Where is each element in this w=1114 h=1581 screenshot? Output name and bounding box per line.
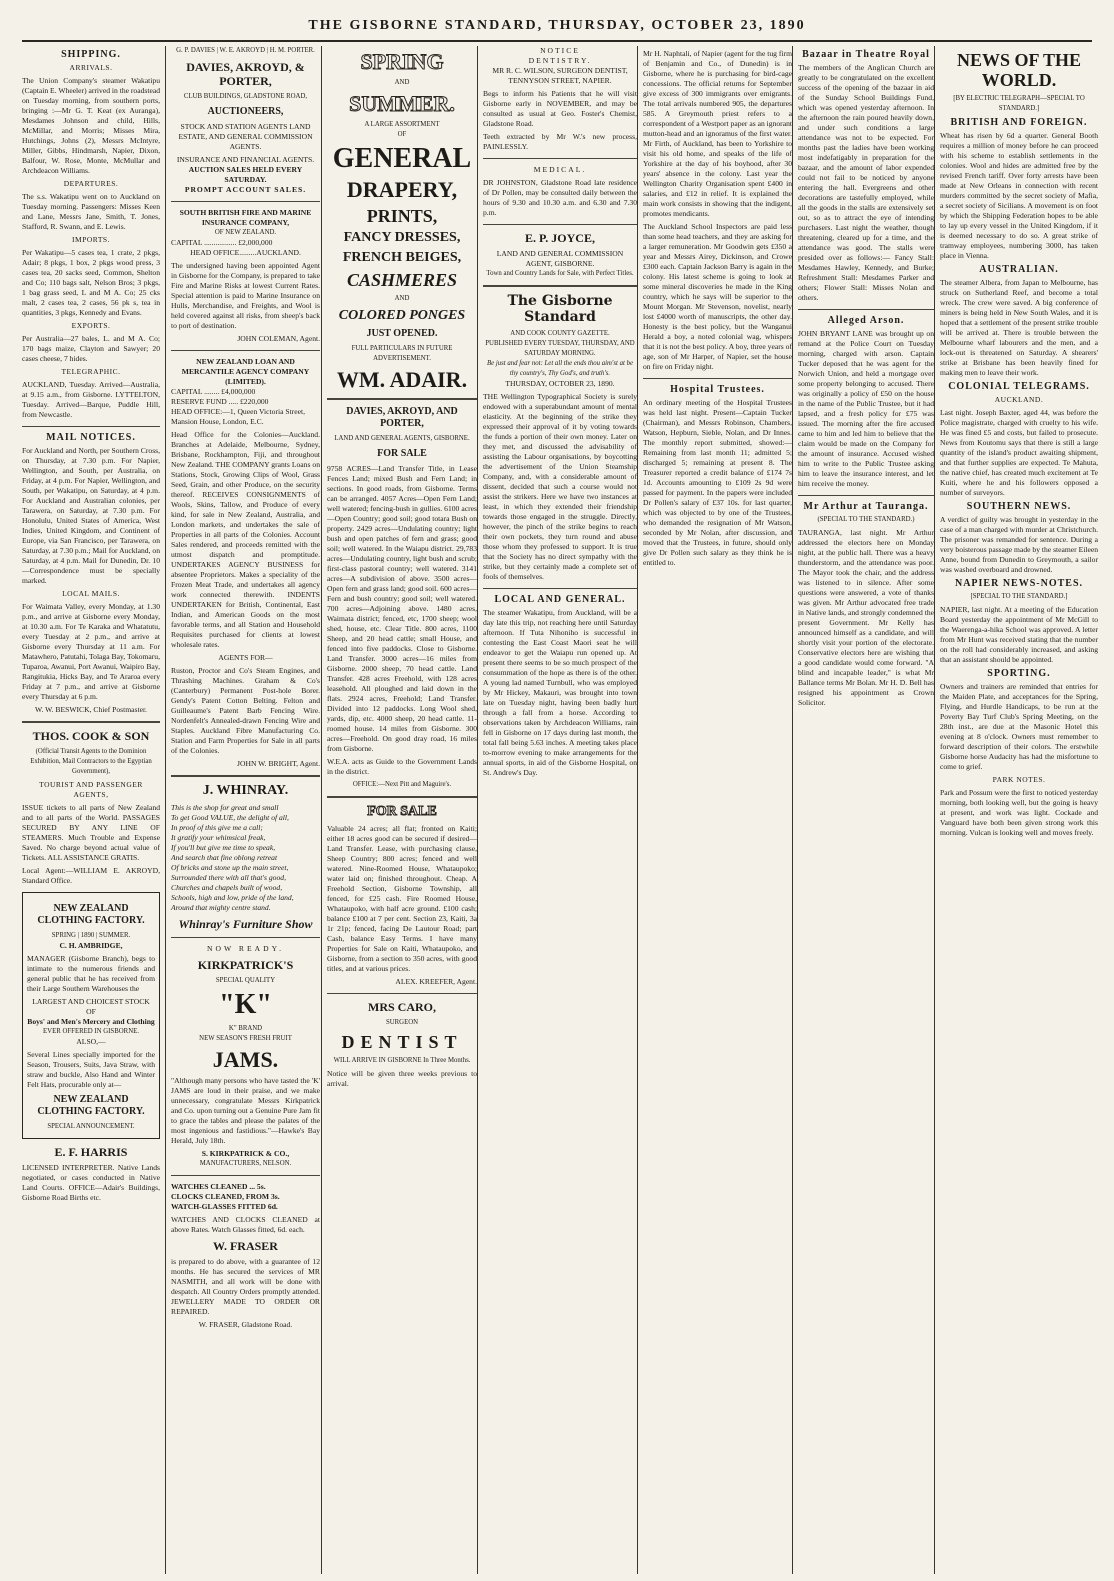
telegraph-note: [BY ELECTRIC TELEGRAPH—SPECIAL TO STANDARD.]	[953, 95, 1085, 112]
issue-date: THURSDAY, OCTOBER 23, 1890.	[505, 379, 615, 388]
general-heading: GENERAL	[332, 143, 472, 174]
postmaster: W. W. BESWICK, Chief Postmaster.	[35, 705, 147, 714]
poem-line: If you'll but give me time to speak,	[171, 843, 276, 852]
poem-line: Churches and chapels built of wood,	[171, 883, 283, 892]
colored-ponges: COLORED PONGES	[338, 308, 466, 323]
and: AND	[394, 79, 410, 86]
divider	[171, 201, 320, 202]
column-world-news	[934, 46, 1103, 1574]
agents-text: Ruston, Proctor and Co's Steam Engines, and Thrashing Machines. Graham & Co's (Canterbury) Permanent Post-hole Borer. Gendy's Patent Cotton Belting. Felton and Guilleaume's Patent Barb Fencing Wire. Nordenfelt's Annealed-drawn Fencing Wire and Staples. Auckland Fibre Manufacturing Co. Station and Farm Properties for Sale in all parts of the Colonies.	[171, 666, 320, 755]
arson-heading: Alleged Arson.	[827, 315, 905, 326]
office: OFFICE:—Next Pitt and Maguire's.	[352, 781, 452, 788]
auckland-heading: AUCKLAND.	[994, 395, 1044, 404]
southern-text: A verdict of guilty was brought in yesterday in the case of a man charged with murder at Christchurch. The prisoner was remanded for sentence. During a very boisterous passage made by the steamer Eileen Anne, bound from Dunedin to Greymouth, a sailor was washed overboard and drowned.	[940, 515, 1098, 574]
watches-cleaned: WATCHES CLEANED ... 5s.	[171, 1182, 266, 1191]
napier-news-heading: NAPIER NEWS-NOTES.	[954, 578, 1084, 589]
leader: THE Wellington Typographical Society is surely endowed with a superabundant amount of mental elasticity. At the beginning of the strike they expressed their approval of it by voting towards the funds a portion of their own money. Later on they met, and discussed the advisability of assisting the Labour organisations, by boycotting the advertisement of the Union Steamship Company, and, with a considerable amount of dissent, decided that such a course would not assist the strikers. Here we have two instances at least, in which they extended their friendship towards those engaged in the struggle. Directly, however, the pinch of the strike begins to reach their own pockets, they turn round and abuse those whom they professed to support. It is true that the Society has no direct sympathy with the strike, but they certainly made a complete set of fools of themselves.	[483, 392, 637, 581]
poem-line: This is the shop for great and small	[171, 803, 279, 812]
wea-note: W.E.A. acts as Guide to the Government Lands in the district.	[327, 757, 477, 776]
divider	[798, 495, 934, 496]
imports-text: Per Wakatipu—5 cases tea, 1 crate, 2 pkgs, Adair; 8 pkgs, 1 box, 2 pkgs wood press, 3 cases tea, 20 sacks seed, Common, Shelton and Co; 110 bags salt, Nelson Bros; 3 pkgs, 1 bag grass seed, L and M A. Co; 25 cks malt, 2 cases tea, 2 cases, 56 pk s, tea in quantities, 3 pkgs, Kennedy and Evans.	[22, 248, 160, 317]
british-text: Wheat has risen by 6d a quarter. General Booth requires a million of money before he can proceed with his scheme to establish settlements in the colonies. Wool and hides are admitted free by the revised French tariff. Over forty arrests have been made at New Orleans in connection with recent murders committed by the secret society of Mafia, a secret society of Sicilians. A movement is on foot by which the Shipping Federation hopes to be able to lay up every vessel in the United Kingdom, if it is deemed necessary to do so. A great strike of tramway employees, numbering 3000, has taken place in Vienna.	[940, 131, 1098, 260]
clocks-cleaned: CLOCKS CLEANED, FROM 3s.	[171, 1192, 280, 1201]
k-brand-logo: "K"	[219, 989, 272, 1020]
sporting-text: Owners and trainers are reminded that entries for the Maiden Plate, and acceptances for the Spring, Flying, and Hurdle Handicaps, to be run at the Poverty Bay Turf Club's Spring Meeting, on the 28th inst., are due at the Masonic Hotel this evening at 8 o'clock. Owners must remember to forward description of their colors. The erstwhile Gisborne horse Audacity has had the misfortune to come to grief.	[940, 682, 1098, 771]
adair: WM. ADAIR.	[336, 367, 468, 392]
tourist-text: ISSUE tickets to all parts of New Zealand and to all parts of the World. PASSAGES SECURED BY ANY LINE OF STEAMERS. Much Trouble and Expense Saved. No charge beyond actual value of Tickets. ALL ASSISTANCE GRATIS.	[22, 803, 160, 862]
johnston: DR JOHNSTON, Gladstone Road late residence of Dr Pollen, may be consulted daily between the hours of 9.30 and 10.30 a.m. and 6.30 and 7.30 p.m.	[483, 178, 637, 217]
poem-line: Schools, high and low, pride of the land,	[171, 893, 294, 902]
caro: MRS CARO,	[368, 1000, 436, 1014]
caro-notice: Notice will be given three weeks previous to arrival.	[327, 1069, 477, 1088]
fraser-address: W. FRASER, Gladstone Road.	[198, 1320, 293, 1329]
particulars: FULL PARTICULARS IN FUTURE ADVERTISEMENT.	[351, 345, 453, 362]
nz-clothing-heading: NEW ZEALAND CLOTHING FACTORY.	[37, 903, 145, 926]
imports-heading: IMPORTS.	[72, 235, 110, 244]
napier-special: [SPECIAL TO THE STANDARD.]	[970, 593, 1068, 600]
notice: NOTICE	[540, 46, 580, 55]
masthead: THE GISBORNE STANDARD, THURSDAY, OCTOBER 23, 1890	[308, 18, 806, 33]
auckland-school: The Auckland School Inspectors are paid less than some head teachers, and they are asking for a larger remuneration. Mr Goodwin gets £350 a year and Messrs Airey, Dickinson, and Crowe £300 each. Captain Jackson Barry is again in the colony. His latest scheme is going to look at some mineral discoveries he made in the King country, which he says will be superior to the Mount Morgan. Mr Stevenson, novelist, nearly lost £4000 worth of manuscripts, the other day. Honesty is the best policy, but the Wanganui Herald a boy, a noted colonial wag, whispers that it is not the best policy. A boy, three years of age, son of Mr Harper, of Napier, set the house on fire on Friday night.	[643, 222, 792, 371]
local-mails-heading: LOCAL MAILS.	[62, 589, 120, 598]
cook-text: (Official Transit Agents to the Dominion Exhibition, Mail Contractors to the Egyptian Government),	[30, 748, 152, 775]
sbf-text: The undersigned having been appointed Agent in Gisborne for the Company, is prepared to take Fire and Marine Risks at lowest Current Rates. Special attention is paid to Marine Insurance on Hulls, Merchandise, and Freights, and Wool is held covered against all risks, from sheep's back to port of destination.	[171, 261, 320, 330]
divider	[643, 378, 792, 379]
wilson: MR R. C. WILSON, SURGEON DENTIST, TENNYSON STREET, NAPIER.	[492, 66, 628, 85]
divider	[327, 993, 477, 994]
sbf-head-office: HEAD OFFICE.........AUCKLAND.	[190, 248, 301, 257]
column-drapery	[321, 46, 482, 1574]
land-agents: LAND AND GENERAL AGENTS, GISBORNE.	[334, 435, 470, 442]
k-brand: K" BRAND	[228, 1025, 263, 1032]
kirkpatrick: KIRKPATRICK'S	[197, 958, 294, 972]
glasses-fitted: WATCH-GLASSES FITTED 6d.	[171, 1202, 278, 1211]
ambridge-text: MANAGER (Gisborne Branch), begs to intimate to the numerous friends and general public that he has received from their Large Southern Warehouses the	[27, 954, 155, 993]
poem-line: Around that mighty centre stand.	[171, 903, 271, 912]
mail-text: For Auckland and North, per Southern Cross, on Thursday, at 7.30 p.m. For Napier, Wellington, and South, per Australia, on Friday, at 4 p.m. For Napier, Wellington, and South, per Wakatipu, on Saturday, at 4 p.m. For Auckland and Australian colonies, per Tarawera, on Saturday, at 7.30 p.m. For Honolulu, United States of America, West Indies, United Kingdom, and Continent of Europe, via San Francisco, per Tarawera, on Saturday, at 7.30 p.m.; Mail for Auckland, on Saturday, at 4 p.m. Mail for Dunedin, Dr. 10—Correspondence must be specially marked.	[22, 446, 160, 585]
and-2: AND	[394, 295, 410, 302]
bazaar-heading: Bazaar in Theatre Royal	[802, 49, 930, 60]
exports-heading: EXPORTS.	[71, 321, 111, 330]
mail-heading: MAIL NOTICES.	[46, 432, 136, 443]
cook-heading: THOS. COOK & SON	[32, 729, 150, 743]
auctioneers: AUCTIONEERS,	[207, 106, 284, 117]
firm-address: CLUB BUILDINGS, GLADSTONE ROAD,	[183, 93, 308, 100]
of: OF	[397, 131, 407, 138]
medical: MEDICAL.	[533, 165, 587, 174]
now-ready: NOW READY.	[207, 944, 284, 953]
dentistry: DENTISTRY.	[528, 56, 592, 65]
joyce: E. P. JOYCE,	[525, 231, 595, 245]
arrivals-heading: ARRIVALS.	[69, 63, 113, 72]
arson-text: JOHN BRYANT LANE was brought up on remand at the Police Court on Tuesday morning, charged with arson. Captain Tucker deposed that he was agent for the Norwich Union, and held a mortgage over some property belonging to accused. There was originally a policy of £50 on the house in the name of the Public Trustee, but it had lapsed, and a fresh policy for £75 was issued. The morning after the fire accused came to him and led him to believe that the claim would be made on the Company for the amount of insurance. Accused wished him to write to the Public Trustee asking him to leave the insurance interest, and let him receive the money.	[798, 329, 934, 488]
side-label: SPECIAL ANNOUNCEMENT.	[47, 1123, 135, 1130]
published: PUBLISHED EVERY TUESDAY, THURSDAY, AND SATURDAY MORNING.	[485, 340, 635, 357]
nzlm-capital: CAPITAL ........ £4,000,000	[171, 387, 256, 396]
insurance-agents: INSURANCE AND FINANCIAL AGENTS.	[176, 155, 315, 164]
divider	[483, 158, 637, 159]
auckland-text: Last night. Joseph Baxter, aged 44, was before the Police magistrate, charged with cruelty to his wife. He was fined £5 and costs, but failed to prosecute. News from Koutomu says that there is still a large quantity of the island's product awaiting shipment, and that further supplies are expected. Te Mahuta, the native chief, has created much excitement at Te Kuiti, where he and his followers opposed a number of surveyors.	[940, 408, 1098, 497]
arrivals-text: The Union Company's steamer Wakatipu (Captain E. Wheeler) arrived in the roadstead on Tuesday morning, from southern ports, bringing :—Mr G. T. Keat (ex Auranga), Mesdames Johnson and child, Hills, McMillar, and Morris; Misses Mira, Hutchings, Johns (2), Messrs McIntyre, Miller, Gibbs, Hindmarsh, Napier, Dixon, Balfour, W. Rose, Monte, McMullar and Archdeacon Williams.	[22, 76, 160, 175]
divider	[483, 588, 637, 589]
sale2-text: Valuable 24 acres; all flat; fronted on Kaiti; either 18 acres good can be secured if desired—Land Transfer. Lease, with purchasing clause, Sheep Country; 800 acres; fenced and well watered. Nine-Roomed House, Whataupoko; water laid on; finished throughout. Cheap. A Freehold Section, Gisborne Township, all fenced, for £25 cash. Fire Roomed House, Whataupoko, with half acre ground. £100 cash; balance £100 at 7 per cent. Section 23, Kaiti, 3a 1r 21p; fenced, facing De Lautour Road; part Cash, balance Easy Terms. I have many Properties for Sale on Kaiti, Whataupoko, and Gisborne, from a section to 350 acres, with good titles, and at various prices.	[327, 824, 477, 973]
nz-clothing-footer: NEW ZEALAND CLOTHING FACTORY.	[37, 1094, 145, 1117]
spring-summer: SPRING | 1890 | SUMMER.	[51, 932, 131, 939]
nzlm-head-office: HEAD OFFICE:—1, Queen Victoria Street, Mansion House, London, E.C.	[171, 407, 305, 426]
arthur-text: TAURANGA, last night. Mr Arthur addressed the electors here on Monday night, at the public hall. There was a heavy thunderstorm, and the attendance was poor. The Mayor took the chair, and the address was listened to in silence. After some questions were answered, a vote of thanks was given. Mr Arthur advocated free trade in Native lands, and strongly condemned the present Government. Mr Kelly has announced himself as a candidate, and will shortly visit your portion of the electorate. Conservative electors here are wishing that a good candidate would come forward. "A blind and incapable leader," is what Mr Ballance terms Mr Bolan. Mr H. D. Bell has resigned his appointment as Crown Solicitor.	[798, 528, 934, 707]
southern-heading: SOUTHERN NEWS.	[966, 501, 1072, 512]
arthur-special: (SPECIAL TO THE STANDARD.)	[817, 516, 915, 523]
arrive: WILL ARRIVE IN GISBORNE In Three Months.	[333, 1057, 471, 1064]
kreeper: ALEX. KREEFER, Agent.	[395, 977, 477, 986]
jams: JAMS.	[212, 1047, 279, 1072]
poem-line: Of bricks and stone up the main street,	[171, 863, 289, 872]
divider	[483, 285, 637, 287]
sbf-capital: CAPITAL ................. £2,000,000	[171, 238, 273, 247]
local-general-heading: LOCAL AND GENERAL.	[494, 594, 626, 605]
largest: LARGEST AND CHOICEST STOCK OF	[32, 997, 150, 1016]
fresh-fruit: NEW SEASON'S FRESH FRUIT	[199, 1035, 292, 1042]
column-bazaar	[792, 46, 939, 1574]
divider	[171, 350, 320, 351]
cashmeres: CASHMERES	[346, 270, 458, 290]
ambridge: C. H. AMBRIDGE,	[59, 941, 123, 950]
telegraphic-heading: TELEGRAPHIC.	[61, 367, 121, 376]
tourist-heading: TOURIST AND PASSENGER AGENTS,	[39, 780, 143, 799]
for-sale-2: FOR SALE	[367, 804, 437, 819]
local-mails-text: For Waimata Valley, every Monday, at 1.30 p.m., and arrive at Gisborne every Monday, at 10.30 a.m. For Te Karaka and Whatatutu, every Tuesday at 2 p.m., and arrive at Gisborne every Thursday at 11 a.m. For Matawhero, Patutahi, Tolaga Bay, Tokomaru, Tuparoa, Awanui, Port Awanui, Waipiro Bay, Rangitukia, Hicks Bay, and Te Araroa every Friday at 7 p.m., and arrive at Gisborne every Thursday at 6 p.m.	[22, 602, 160, 701]
arthur-heading: Mr Arthur at Tauranga.	[803, 501, 929, 512]
british-heading: BRITISH AND FOREIGN.	[950, 117, 1088, 128]
dap-heading: DAVIES, AKROYD, AND PORTER,	[346, 406, 458, 429]
cook-county: AND COOK COUNTY GAZETTE.	[510, 330, 610, 337]
nzlm-text: Head Office for the Colonies—Auckland. Branches at Adelaide, Melbourne, Sydney, Brisbane, Rockhampton, Fiji, and throughout New Zealand. THE COMPANY grants Loans on Stations, Stock, Growing Clips of Wool, Grass Seed, Grain, and other Produce, on the security thereof. RECEIVES CONSIGNMENTS of Wools, Skins, Tallow, and Produce of every kind, for sale in New Zealand, Australia, and London markets, and undertakes the sale of Properties in all parts of the Colonies. Account Sales rendered, and proceeds remitted with the utmost dispatch and promptitude. UNDERTAKES AGENCY BUSINESS for absentee Proprietors. Makes a speciality of the Frozen Meat Trade, and undertakes all agency work connected therewith. INDENTS UNDERTAKEN for British, Continental, East Indian, and American Goods on the most favorable terms, and all Station and Household Requisites purchased for clients at lowest wholesale rates.	[171, 430, 320, 649]
jams-text: "Although many persons who have tasted the 'K' JAMS are loud in their praise, and we make unnecessary, congratulate Messrs Kirkpatrick and Co. upon turning out a Genuine Pure Jam fit to grace the tables and please the palates of the most ingenious and fastidious."—Hawke's Bay Herald, July 18th.	[171, 1076, 320, 1145]
exports-text: Per Australia—27 bales, L. and M A. Co; 170 bags maize, Clayton and Sawyer; 20 cases cheese, 7 hides.	[22, 334, 160, 363]
departures-text: The s.s. Wakatipu went on to Auckland on Tuesday morning. Passengers: Misses Keen and Lane, Messrs Jane, Smith, T. Jones, Stafford, R. Swann, and E. Lewis.	[22, 192, 160, 231]
ever-offered: EVER OFFERED IN GISBORNE.	[43, 1028, 139, 1035]
french-beiges: FRENCH BEIGES,	[342, 250, 462, 265]
cook-agent: Local Agent:—WILLIAM E. AKROYD, Standard Office.	[22, 866, 160, 885]
bazaar-text: The members of the Anglican Church are greatly to be congratulated on the excellent success of the opening of the bazaar in aid of the Sunday School Buildings Fund, which was opened yesterday afternoon. In the afternoon the rain poured heavily down, and under such conditions a large attendance was not to be expected. For months past the ladies have been working most indefatigably in preparation for the bazaar, and the amount of labor expended could not fail to be noticed by anyone entering the hall. Evergreens and other decorations are tastefully employed, while all the goods in the stalls are extensively set out, so as to attract the eye of intending purchasers. Last night the weather, though threatening, cleared up for a time, and the attendance was good. The stalls were presided over as follows:— Fancy Stall: Mesdames Hawley, Kennedy, and Burke; Refreshment Stall: Mesdames Parker and others; Flower Stall: Misses Nolan and others.	[798, 63, 934, 302]
firm-name: DAVIES, AKROYD, & PORTER,	[186, 60, 305, 88]
sbf-of-nz: OF NEW ZEALAND.	[214, 229, 277, 236]
agents-for: AGENTS FOR—	[218, 653, 273, 662]
divider	[22, 721, 160, 723]
column-editorial	[477, 46, 642, 1574]
gisborne-standard-title: The Gisborne Standard	[507, 293, 613, 325]
surgeon: SURGEON	[385, 1019, 419, 1026]
fraser-text: is prepared to do above, with a guarantee of 12 months. He has secured the services of MR NASMITH, and all work will be done with despatch. All Country Orders promptly attended. JEWELLERY MADE TO ORDER OR REPAIRED.	[171, 1257, 320, 1316]
auction-sales: AUCTION SALES HELD EVERY SATURDAY.	[188, 165, 303, 184]
masthead-rule	[22, 40, 1092, 42]
motto: Be just and fear not: Let all the ends thou aim'st at be thy country's, Thy God's, and truth's.	[486, 360, 634, 377]
watches-text: WATCHES AND CLOCKS CLEANED at above Rates. Watch Glasses fitted, 6d. each.	[171, 1215, 320, 1234]
fancy-dresses: FANCY DRESSES,	[343, 230, 461, 245]
divider	[798, 309, 934, 310]
park-notes-heading: PARK NOTES.	[992, 775, 1046, 784]
harris-heading: E. F. HARRIS	[54, 1145, 128, 1159]
column-agents	[165, 46, 325, 1574]
hospital-heading: Hospital Trustees.	[670, 384, 765, 395]
also: ALSO,—	[76, 1037, 106, 1046]
assortment: A LARGE ASSORTMENT	[364, 121, 440, 128]
just-opened: JUST OPENED.	[366, 328, 438, 339]
auctioneers-text: STOCK AND STATION AGENTS LAND ESTATE, AND GENERAL COMMISSION AGENTS.	[178, 122, 313, 151]
divider	[171, 775, 320, 777]
spring-heading: SPRING	[360, 49, 444, 74]
fraser: W. FRASER	[213, 1239, 278, 1253]
nz-loan: NEW ZEALAND LOAN AND MERCANTILE AGENCY COMPANY (LIMITED).	[181, 357, 310, 386]
local-text: The steamer Wakatipu, from Auckland, will be a day late this trip, not reaching here until Saturday afternoon. If Tuta Nihoniho is successful in contesting the East Coast Maori seat he will endeavor to get the Waiapu run opened up. At present there seems to be so much prospect of the consummation of the hope as there is of the other. A young lad named Turnbull, who was employed by Mr Hickey, Makauri, was brought into town late on Tuesday night, having been badly hurt through a fall from a horse. According to observations taken by Archdeacon Williams, rain fell in Gisborne on 17 days during last month, the total fall being 5.63 inches. A meeting takes place to-morrow evening to make arrangements for the annual sports, in aid of the Gisborne Hospital, on St. Andrew's Day.	[483, 608, 637, 777]
whinray-heading: J. WHINRAY.	[202, 783, 289, 798]
australian-heading: AUSTRALIAN.	[979, 264, 1059, 275]
manufacturers: MANUFACTURERS, NELSON.	[199, 1160, 292, 1167]
boys-clothing: Boys' and Men's Mercery and Clothing	[27, 1017, 155, 1026]
joyce-text: LAND AND GENERAL COMMISSION AGENT, GISBORNE.	[496, 249, 624, 268]
coleman: JOHN COLEMAN, Agent.	[237, 334, 320, 343]
drapery-heading: DRAPERY,	[346, 177, 458, 202]
nzlm-reserve: RESERVE FUND ..... £220,000	[171, 397, 269, 406]
park-text: Park and Possum were the first to noticed yesterday morning, both looking well, but the going is heavy at present, and work was light. Cockade and Vanguard have both been given strong work this morning. Vulcan is looking well and moves freely.	[940, 788, 1098, 837]
divider	[483, 224, 637, 225]
bright: JOHN W. BRIGHT, Agent.	[237, 759, 320, 768]
divider	[327, 398, 477, 400]
hospital-text: An ordinary meeting of the Hospital Trustees was held last night. Present—Captain Tucker (Chairman), and Messrs Robinson, Chambers, Watson, Hepburn, Sieble, Nolan, and Dr Innes. The monthly report submitted, showed:—Remaining from last month 11; admitted 5; discharged 5; remaining at present 8. The Treasurer reported a credit balance of £174 7s 1d. Accounts amounting to £109 2s 9d were passed for payment. In the papers were included Dr Pollen's salary of £37 10s. for last quarter, which was objected to by one of the Trustees, who demanded the resignation of Mr Watson, seconded by Mr Nolan, after discussion, and moved that the Trustees, in future, should only give Dr Pollen such salary as they think he is entitled to.	[643, 398, 792, 567]
also-text: Several Lines specially imported for the Season, Trousers, Suits, Java Straw, with straw and buckle, Also Hand and Winter Felt Hats, procurable only at—	[27, 1050, 155, 1089]
poem-line: And search that fine oblong retreat	[171, 853, 278, 862]
australian-text: The steamer Albera, from Japan to Melbourne, has struck on Sutherland Reef, and become a total wreck. The crew were saved. A big conference of miners is being held in New South Wales, and it is hoped that a settlement of the present strike trouble will be arrived at. There is trouble between the Melbourne wharf labourers and the men, and a lock-out is threatened on Saturday. A shearers' strike at Brisbane has been heavily fined for making men to leave their work.	[940, 278, 1098, 377]
clothing-factory-box	[22, 892, 160, 1139]
furniture-show: Whinray's Furniture Show	[178, 917, 313, 931]
news-of-world: NEWS OF THE WORLD.	[956, 50, 1082, 90]
napier-text: Mr H. Naphtali, of Napier (agent for the tug firm of Benjamin and Co., of Dunedin) is in Gisborne, where he is purchasing for bird-cage concessions. The official returns for September give excess of 300 immigrants over emigrants. The total arrivals numbered 905, the departures 585. A Greymouth priest refers to a correspondent of a Westport paper as an ignorant mutton-head and an ignoramus of the first water. Mr Firth, of Auckland, has been to Yorkshire to visit his old home, and speaks of the life of Yorkshire at the day of his boyhood, after 30 years' absence in the colony. Last year the Wellington Charity Organisation spent £400 in salaries, and £12 in relief. It is explained the main work consists in showing that the indigent, promotes mendicants.	[643, 49, 792, 218]
column-shipping	[22, 46, 165, 1574]
column-news	[637, 46, 797, 1574]
poem-line: Surrounded there with all that's good,	[171, 873, 286, 882]
summer-heading: SUMMER.	[349, 91, 455, 116]
wilson-text: Begs to inform his Patients that he will visit Gisborne early in NOVEMBER, and may be consulted as usual at Geo. Foster's Chemist, Gladstone Road.	[483, 89, 637, 128]
divider	[171, 1175, 320, 1176]
sale-text: 9758 ACRES—Land Transfer Title, in Lease Fences Land; mixed Bush and Fern Land; in sections. In good roads, from Gisborne. Terms can be arranged. 4057 Acres—Open Fern Land; well watered; fencing-bush in gullies. 6100 acres—Open Country; good soil; good totara Bush on property. 2429 acres—Undulating country; light bush and open patches of fern and grass; good soil; well watered. In the Waiapu district. 29,783 acres—Undulating country, light bush and scrub; first-class pastoral country; well watered. 3141 acres—A subdivision of above. 3500 acres—Open fern and grass land; good soil. 600 acres—Fern and bush country; good soil; well watered. 700 acres—Adjoining above. 1480 acres, Waimata district; fenced, etc, 1700 sheep; wool shed, house, etc. Clear Title. 800 acres, 1100 Sheep, and 20 head cattle; small House, and fenced into five paddocks. Close to Gisborne. Land Transfer. 3000 acres—16 miles from Gisborne. 2000 sheep, 70 head cattle. Land Transfer. 428 acres Freehold, with 128 acres leasehold. All ploughed and laid down in the flats. 2924 acres, Freehold; Land Transfer. Divided into 12 paddocks. Long Wool shed, yards, dip, etc. 4000 sheep, 20 head cattle. 11-roomed house. 14 miles from Gisborne. 300 acres—Freehold. On good dray road, 16 miles from Gisborne.	[327, 464, 477, 753]
prints: PRINTS,	[366, 206, 438, 226]
kirk-co: S. KIRKPATRICK & CO.,	[201, 1149, 290, 1158]
for-sale: FOR SALE	[377, 448, 427, 459]
partners: G. P. DAVIES | W. E. AKROYD | H. M. PORTER.	[176, 47, 315, 54]
departures-heading: DEPARTURES.	[63, 179, 119, 188]
divider	[22, 426, 160, 427]
napier-news-text: NAPIER, last night. At a meeting of the Education Board yesterday the appointment of Mr McGill to the Waerenga-a-hika School was approved. A letter from Mr Hunt was received stating that the number on the roll had considerably increased, and asking that an assistant should be appointed.	[940, 605, 1098, 664]
harris-text: LICENSED INTERPRETER. Native Lands negotiated, or cases conducted in Native Land Courts. OFFICE—Adair's Buildings, Gisborne Road Births etc.	[22, 1163, 160, 1202]
colonial-heading: COLONIAL TELEGRAMS.	[948, 381, 1090, 392]
dentist: DENTIST	[341, 1032, 463, 1052]
whinray-poem	[171, 803, 320, 913]
sporting-heading: SPORTING.	[987, 668, 1051, 679]
teeth: Teeth extracted by Mr W.'s new process, PAINLESSLY.	[483, 132, 637, 151]
poem-line: To get Good VALUE, the delight of all,	[171, 813, 289, 822]
joyce-text-2: Town and Country Lands for Sale, with Perfect Titles.	[486, 270, 634, 277]
poem-line: In proof of this give me a call;	[171, 823, 263, 832]
divider	[171, 937, 320, 938]
prompt-sales: PROMPT ACCOUNT SALES.	[184, 185, 307, 194]
telegraphic-text: AUCKLAND, Tuesday. Arrived—Australia, at 9.15 a.m., from Gisborne. LYTTELTON, Tuesday. Arrived—Barque, Puddle Hill, from Newcastle.	[22, 380, 160, 419]
south-british: SOUTH BRITISH FIRE AND MARINE INSURANCE COMPANY,	[179, 208, 312, 227]
divider	[327, 796, 477, 798]
shipping-heading: SHIPPING.	[61, 49, 121, 60]
poem-line: It gratify your whimsical freak,	[171, 833, 266, 842]
special-quality: SPECIAL QUALITY	[215, 977, 276, 984]
